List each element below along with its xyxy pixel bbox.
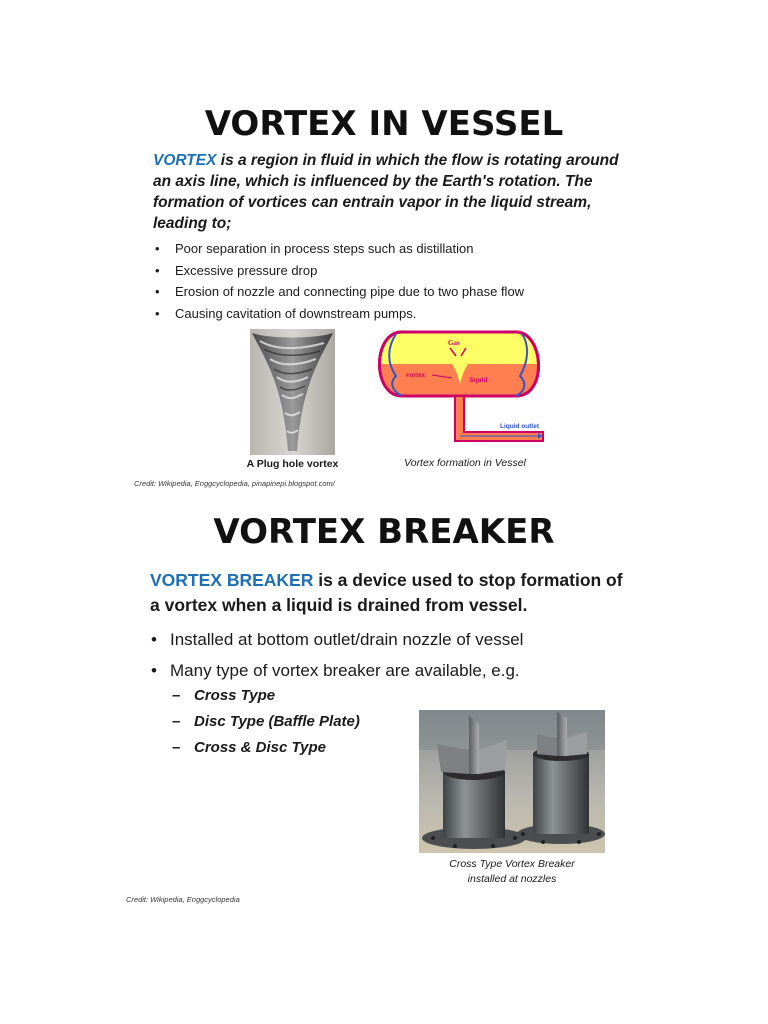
cross-type-vortex-breaker-photo	[419, 710, 605, 853]
caption-line-1: Cross Type Vortex Breaker	[449, 858, 575, 870]
section2-credit: Credit: Wikipedia, Enggcyclopedia	[126, 895, 240, 904]
section1-credit: Credit: Wikipedia, Enggcyclopedia, pinapinepi.blogspot.com/	[134, 479, 335, 488]
section2-title: VORTEX BREAKER	[213, 512, 555, 552]
plug-hole-caption: A Plug hole vortex	[246, 458, 339, 470]
list-item: • Causing cavitation of downstream pumps.	[153, 303, 613, 325]
list-item: – Disc Type (Baffle Plate)	[172, 709, 360, 735]
list-item: • Erosion of nozzle and connecting pipe due to two phase flow	[153, 281, 613, 303]
diagram-vortex-label: vortex	[406, 371, 426, 379]
list-item: – Cross Type	[172, 683, 360, 709]
plug-hole-vortex-image	[250, 329, 335, 455]
list-item: • Poor separation in process steps such as distillation	[153, 238, 613, 260]
diagram-outlet-label: Liquid outlet	[500, 423, 539, 430]
list-item: – Cross & Disc Type	[172, 735, 360, 761]
list-item: • Many type of vortex breaker are available, e.g.	[150, 655, 620, 686]
vortex-breaker-keyword: VORTEX BREAKER	[150, 570, 314, 590]
vortex-vessel-diagram	[366, 322, 552, 454]
section1-intro-text: is a region in fluid in which the flow is rotating around an axis line, which is influenced by the Earth's rotation. The formation of vortices can entrain vapor in the liquid stream, leading to;	[153, 152, 619, 232]
list-item: • Installed at bottom outlet/drain nozzle of vessel	[150, 624, 620, 655]
vortex-breaker-photo-caption	[419, 857, 605, 887]
list-item: • Excessive pressure drop	[153, 260, 613, 282]
section2-intro-text: is a device used to stop formation of a vortex when a liquid is drained from vessel.	[150, 570, 623, 615]
diagram-liquid-label: liquid	[470, 376, 488, 384]
caption-line-2: installed at nozzles	[467, 873, 557, 885]
vortex-keyword: VORTEX	[153, 152, 217, 169]
section1-intro	[153, 150, 623, 234]
section1-title: VORTEX IN VESSEL	[204, 104, 564, 144]
vortex-breaker-types-list	[172, 683, 360, 761]
section2-bullet-list	[150, 624, 620, 686]
section2-intro	[150, 568, 630, 618]
vessel-diagram-caption: Vortex formation in Vessel	[404, 457, 526, 469]
diagram-gas-label: Gas	[448, 339, 460, 347]
section1-bullet-list	[153, 238, 613, 324]
